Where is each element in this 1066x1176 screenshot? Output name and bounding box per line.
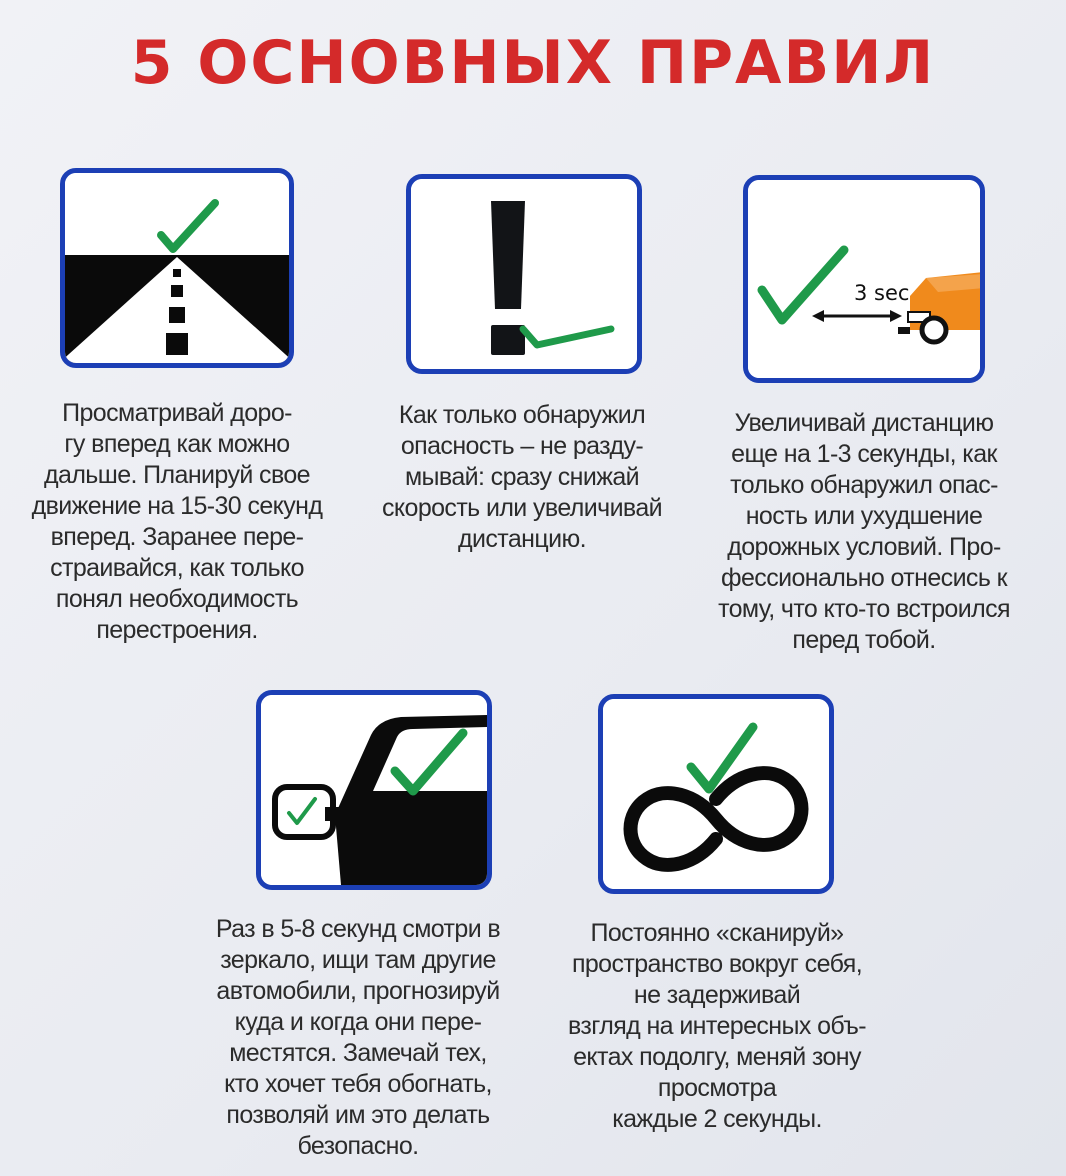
rule-1-icon-frame xyxy=(60,168,294,368)
infinity-scan-icon xyxy=(603,699,829,889)
rule-5-text: Постоянно «сканируй» пространство вокруг себя, не задерживай взгляд на интересных объ- ектах подолгу, меняй зону просмотра каждые 2 секунды. xyxy=(567,919,867,1133)
distance-car-icon xyxy=(748,180,980,378)
rule-2-text: Как только обнаружил опасность – не разду- мывай: сразу снижай скорость или увеличивай дистанцию. xyxy=(382,401,662,553)
rule-2-icon-frame xyxy=(406,174,642,374)
road-check-icon xyxy=(65,173,289,363)
rule-1-text: Просматривай доро- гу вперед как можно дальше. Планируй свое движение на 15-30 секунд вперед. Заранее пере- страивайся, как только понял необходимость перестроения. xyxy=(31,399,323,644)
rule-4-text: Раз в 5-8 секунд смотри в зеркало, ищи там другие автомобили, прогнозируй куда и когда они пере- местятся. Замечай тех, кто хочет тебя обогнать, позволяй им это делать безопасно. xyxy=(215,915,501,1160)
exclamation-check-icon xyxy=(411,179,637,369)
rule-5-icon-frame xyxy=(598,694,834,894)
rule-3-icon-frame xyxy=(743,175,985,383)
rule-4-icon-frame xyxy=(256,690,492,890)
rule-3-text: Увеличивай дистанцию еще на 1-3 секунды, как только обнаружил опас- ность или ухудшение дорожных условий. Про- фессионально отнесись к тому, что кто-то встроился перед тобой. xyxy=(718,409,1010,654)
page-title: 5 ОСНОВНЫХ ПРАВИЛ xyxy=(130,28,936,98)
distance-label: 3 sec xyxy=(854,281,910,305)
mirror-check-icon xyxy=(261,695,487,885)
